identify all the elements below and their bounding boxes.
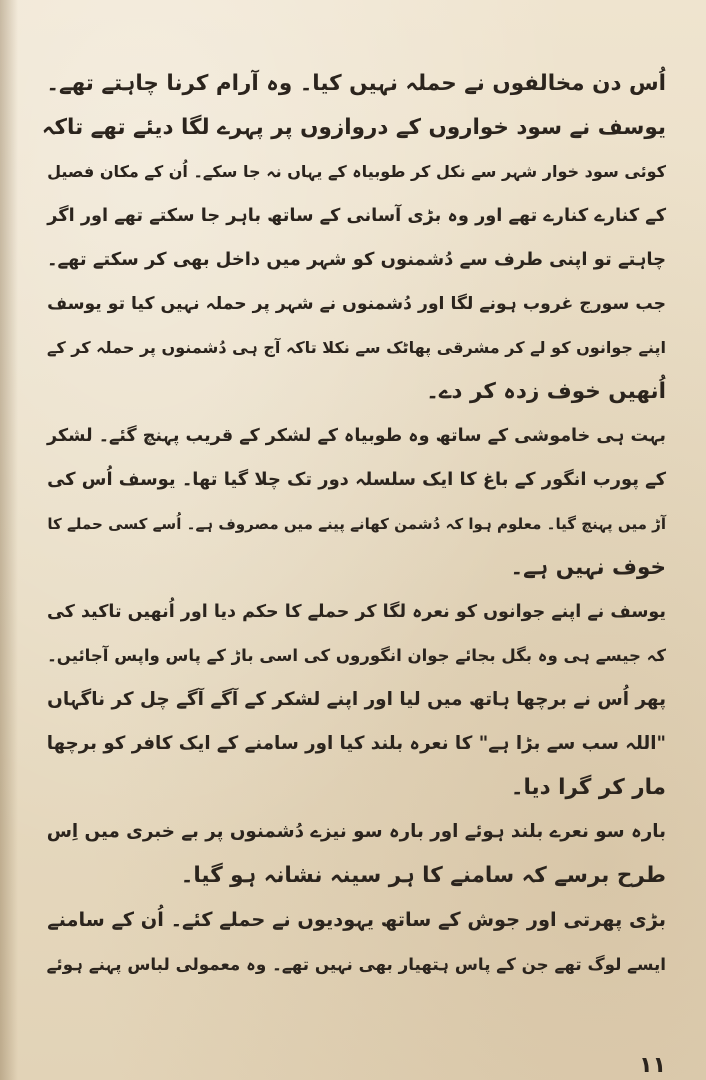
- text-line: بہت ہی خاموشی کے ساتھ وہ طوبیاہ کے لشکر کے قریب پہنچ گئے۔ لشکر: [47, 426, 666, 446]
- text-line: اُنھیں خوف زدہ کر دے۔: [426, 379, 666, 404]
- text-line: اپنے جوانوں کو لے کر مشرقی پھاٹک سے نکلا تاکہ آج ہی دُشمنوں پر حملہ کر کے: [46, 338, 666, 357]
- text-line: چاہتے تو اپنی طرف سے دُشمنوں کو شہر میں داخل بھی کر سکتے تھے۔: [47, 249, 666, 270]
- text-line: پھر اُس نے برچھا ہاتھ میں لیا اور اپنے لشکر کے آگے آگے چل کر ناگہاں: [47, 689, 666, 710]
- text-line: کوئی سود خوار شہر سے نکل کر طوبیاہ کے یہاں نہ جا سکے۔ اُن کے مکان فصیل: [47, 162, 666, 181]
- text-line: مار کر گرا دیا۔: [510, 775, 666, 800]
- text-line: بارہ سو نعرے بلند ہوئے اور بارہ سو نیزے دُشمنوں پر بے خبری میں اِس: [46, 821, 666, 842]
- text-line: ایسے لوگ تھے جن کے پاس ہتھیار بھی نہیں تھے۔ وہ معمولی لباس پہنے ہوئے: [46, 954, 666, 974]
- text-line: کے پورب انگور کے باغ کا ایک سلسلہ دور تک چلا گیا تھا۔ یوسف اُس کی: [47, 469, 666, 490]
- text-line: کہ جیسے ہی وہ بگل بجائے جوان انگوروں کی اسی باڑ کے پاس واپس آجائیں۔: [47, 646, 666, 665]
- text-line: "اللہ سب سے بڑا ہے" کا نعرہ بلند کیا اور سامنے کے ایک کافر کو برچھا: [46, 733, 666, 754]
- page-number: ۱۱: [639, 1053, 666, 1078]
- page-text: [34, 62, 666, 986]
- text-line: خوف نہیں ہے۔: [510, 555, 666, 580]
- text-line: طرح برسے کہ سامنے کا ہر سینہ نشانہ ہو گیا۔: [180, 863, 666, 888]
- text-line: بڑی پھرتی اور جوش کے ساتھ یہودیوں نے حملے کئے۔ اُن کے سامنے: [47, 908, 666, 931]
- text-line: جب سورج غروب ہونے لگا اور دُشمنوں نے شہر پر حملہ نہیں کیا تو یوسف: [47, 294, 666, 314]
- text-line: اُس دن مخالفوں نے حملہ نہیں کیا۔ وہ آرام کرنا چاہتے تھے۔: [46, 71, 666, 96]
- text-line: آڑ میں پہنچ گیا۔ معلوم ہوا کہ دُشمن کھانے پینے میں مصروف ہے۔ اُسے کسی حملے کا: [47, 515, 666, 533]
- text-line: کے کنارے کنارے تھے اور وہ بڑی آسانی کے ساتھ باہر جا سکتے تھے اور اگر: [47, 206, 666, 226]
- text-line: یوسف نے سود خواروں کے دروازوں پر پہرے لگا دیئے تھے تاکہ: [41, 115, 666, 140]
- text-line: یوسف نے اپنے جوانوں کو نعرہ لگا کر حملے کا حکم دیا اور اُنھیں تاکید کی: [46, 602, 666, 622]
